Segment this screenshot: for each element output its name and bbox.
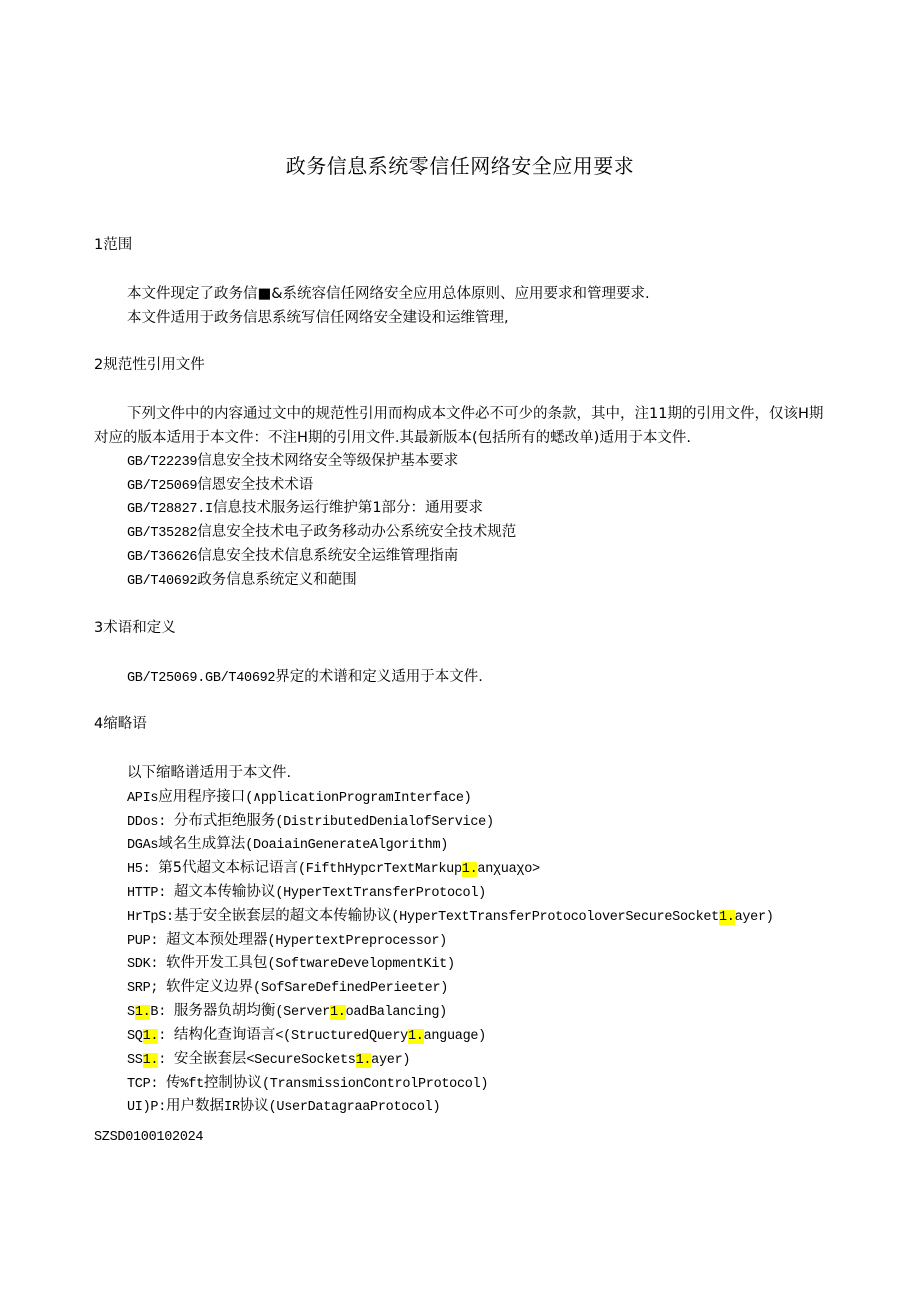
abbr-cn: 分布式拒绝服务 bbox=[173, 813, 276, 829]
abbr-cn: 软件定义边界 bbox=[166, 979, 254, 995]
highlighted-text: 1. bbox=[461, 862, 478, 877]
abbr: : bbox=[158, 1053, 167, 1068]
ref-item bbox=[127, 475, 313, 497]
section-1-para-1: 本文件现定了政务信■&系统容信任网络安全应用总体原则、应用要求和管理要求. bbox=[127, 286, 650, 302]
term-text: 界定的术谱和定义适用于本文件. bbox=[275, 669, 483, 685]
ref-code: GB/T28827.I bbox=[127, 502, 213, 517]
abbr-en: (HyperTextTransferProtocol) bbox=[275, 886, 486, 901]
abbr-cn: 第5代超文本标记语言 bbox=[158, 860, 298, 876]
abbr-cn: 安全嵌套层 bbox=[173, 1051, 247, 1067]
ref-item bbox=[127, 451, 458, 473]
ref-item bbox=[127, 546, 458, 568]
ref-code: GB/T35282 bbox=[127, 526, 198, 541]
section-3-heading: 3术语和定义 bbox=[94, 620, 176, 636]
abbr-cn: 服务器负胡均衡 bbox=[173, 1003, 276, 1019]
section-2-para: 下列文件中的内容通过文中的规范性引用而构成本文件必不可少的条款，其中，注11期的引用文件，仅该H期对应的版本适用于本文件：不注H期的引用文件.其最新版本(包括所有的蟋改单)适用于本文件. bbox=[94, 406, 824, 446]
abbr-item bbox=[127, 906, 774, 928]
abbr-en: ayer) bbox=[371, 1053, 411, 1068]
abbr-en: (FifthHypcrTextMarkup bbox=[297, 862, 462, 877]
section-3-para bbox=[127, 667, 483, 689]
abbr-item bbox=[127, 811, 494, 833]
highlighted-text: 1. bbox=[718, 910, 735, 925]
ref-text: 信息安全技术信息系统安全运维管理指南 bbox=[197, 548, 459, 564]
abbr-cn: 协议 bbox=[239, 1098, 269, 1114]
ref-code: GB/T22239 bbox=[127, 455, 198, 470]
abbr-item bbox=[127, 834, 448, 856]
ref-text: 信息安全技术网络安全等级保护基本要求 bbox=[197, 453, 459, 469]
abbr-cn: 软件开发工具包 bbox=[166, 955, 268, 971]
abbr-en: <SecureSockets bbox=[246, 1053, 356, 1068]
abbr-en: anguage) bbox=[423, 1029, 486, 1044]
abbr-item bbox=[127, 787, 471, 809]
document-code: SZSD0100102024 bbox=[94, 1130, 204, 1145]
ref-text: 信恩安全技术术语 bbox=[197, 477, 314, 493]
abbr-item bbox=[127, 1001, 447, 1023]
abbr-cn: 用户数据 bbox=[166, 1098, 225, 1114]
abbr-en: (∧pplicationProgramInterface) bbox=[245, 791, 472, 806]
abbr-cn: 控制协议 bbox=[203, 1075, 262, 1091]
abbr: DGAs bbox=[127, 838, 159, 853]
ref-code: GB/T25069 bbox=[127, 479, 198, 494]
abbr-item bbox=[127, 882, 486, 904]
abbr: H5: bbox=[127, 862, 151, 877]
abbr: SRP; bbox=[127, 981, 159, 996]
highlighted-text: 1. bbox=[142, 1029, 159, 1044]
section-4-intro: 以下缩略谱适用于本文件. bbox=[127, 765, 292, 781]
abbr: PUP: bbox=[127, 934, 159, 949]
highlighted-text: 1. bbox=[134, 1005, 151, 1020]
ref-text: 信息安全技术电子政务移动办公系统安全技术规范 bbox=[197, 524, 517, 540]
highlighted-text: 1. bbox=[355, 1053, 372, 1068]
abbr-cn: 域名生成算法 bbox=[158, 836, 246, 852]
abbr-en: (SofSareDefinedPerieeter) bbox=[253, 981, 449, 996]
abbr: UI)P: bbox=[127, 1100, 167, 1115]
abbr-item bbox=[127, 1096, 440, 1118]
ref-item bbox=[127, 498, 483, 520]
abbr: HrTpS: bbox=[127, 910, 174, 925]
abbr: SDK: bbox=[127, 957, 159, 972]
abbr-en: (UserDatagraaProtocol) bbox=[268, 1100, 441, 1115]
highlighted-text: 1. bbox=[142, 1053, 159, 1068]
abbr: : bbox=[158, 1029, 167, 1044]
abbr-en: ayer) bbox=[734, 910, 774, 925]
abbr-cn: 超文本传输协议 bbox=[173, 884, 276, 900]
ref-code: GB/T40692 bbox=[127, 574, 198, 589]
abbr-cn-garbled: %ft bbox=[180, 1077, 204, 1092]
abbr-cn: 基于安全嵌套层的超文本传输协议 bbox=[173, 908, 392, 924]
abbr: B: bbox=[150, 1005, 167, 1020]
abbr: SQ bbox=[127, 1029, 143, 1044]
abbr: DDos: bbox=[127, 815, 167, 830]
abbr-cn: 超文本预处理器 bbox=[166, 932, 268, 948]
abbr-en: (Server bbox=[275, 1005, 330, 1020]
abbr-en: <(StructuredQuery bbox=[275, 1029, 408, 1044]
abbr-item bbox=[127, 977, 448, 999]
abbr: APIs bbox=[127, 791, 159, 806]
abbr-item bbox=[127, 1025, 486, 1047]
abbr-cn: 传 bbox=[166, 1075, 181, 1091]
abbr-en: anχuaχo> bbox=[477, 862, 540, 877]
highlighted-text: 1. bbox=[407, 1029, 424, 1044]
abbr-en: (HypertextPreprocessor) bbox=[267, 934, 447, 949]
term-refs: GB/T25069.GB/T40692 bbox=[127, 671, 276, 686]
document-title: 政务信息系统零信任网络安全应用要求 bbox=[285, 154, 635, 178]
abbr: TCP: bbox=[127, 1077, 159, 1092]
highlighted-text: 1. bbox=[329, 1005, 346, 1020]
abbr: S bbox=[127, 1005, 135, 1020]
ref-text: 信息技术服务运行维护第1部分：通用要求 bbox=[212, 500, 484, 516]
abbr-en: (SoftwareDevelopmentKit) bbox=[267, 957, 455, 972]
abbr: HTTP: bbox=[127, 886, 167, 901]
section-4-heading: 4缩略语 bbox=[94, 716, 147, 732]
abbr-en: (TransmissionControlProtocol) bbox=[261, 1077, 489, 1092]
abbr: SS bbox=[127, 1053, 143, 1068]
abbr-en: (DistributedDenialofService) bbox=[275, 815, 494, 830]
ref-code: GB/T36626 bbox=[127, 550, 198, 565]
abbr-cn: 结构化查询语言 bbox=[173, 1027, 276, 1043]
abbr-item bbox=[127, 858, 540, 880]
ref-item bbox=[127, 522, 516, 544]
abbr-item bbox=[127, 953, 455, 975]
abbr-item bbox=[127, 1049, 410, 1071]
section-1-heading: 1范围 bbox=[94, 237, 133, 253]
abbr-en: oadBalancing) bbox=[345, 1005, 447, 1020]
section-1-para-2: 本文件适用于政务信思系统写信任网络安全建设和运维管理, bbox=[127, 310, 509, 326]
abbr-item bbox=[127, 930, 447, 952]
abbr-cn-garbled: IR bbox=[224, 1100, 240, 1115]
abbr-item bbox=[127, 1073, 488, 1095]
abbr-en: (HyperTextTransferProtocoloverSecureSocket bbox=[391, 910, 719, 925]
abbr-en: (DoaiainGenerateAlgorithm) bbox=[245, 838, 449, 853]
ref-item bbox=[127, 570, 357, 592]
abbr-cn: 应用程序接口 bbox=[158, 789, 246, 805]
section-2-heading: 2规范性引用文件 bbox=[94, 357, 205, 373]
ref-text: 政务信息系统定义和葩围 bbox=[197, 572, 357, 588]
